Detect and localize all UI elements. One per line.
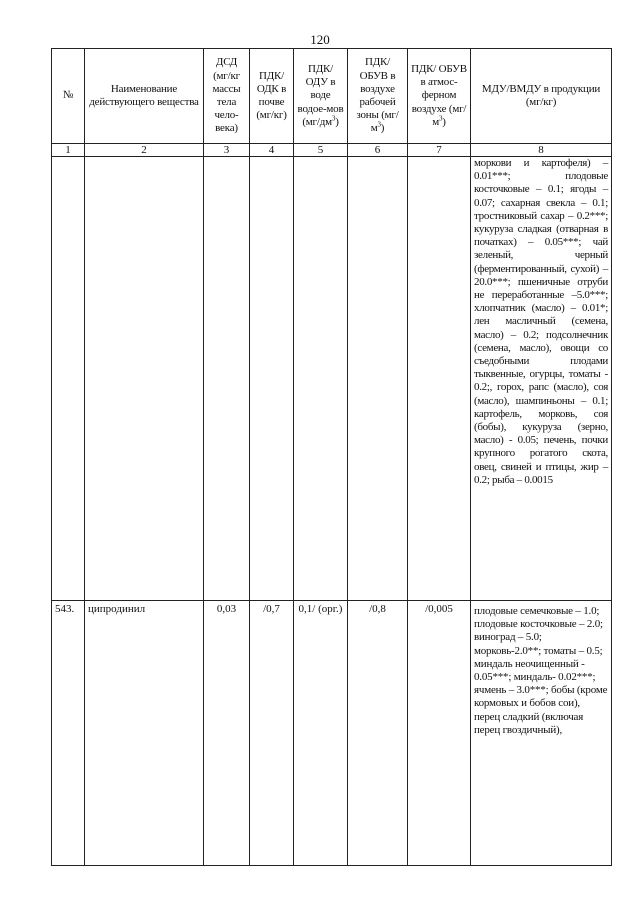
- mdu-value: плодовые семечковые – 1.0; плодовые косточковые – 2.0; виноград – 5.0; морковь-2.0**; томаты – 0.5; миндаль неочищенный - 0.05***; миндаль- 0.02***; ячмень – 3.0***; бобы (кроме кормовых и бобов сои), перец сладкий (включая перец гвоздичный),: [471, 601, 612, 866]
- header-mdu: МДУ/ВМДУ в продукции (мг/кг): [471, 49, 612, 144]
- header-row: [52, 49, 612, 144]
- column-number: 6: [348, 144, 408, 157]
- table-row: [52, 601, 612, 866]
- column-number: 4: [250, 144, 294, 157]
- column-number: 3: [204, 144, 250, 157]
- header-work-air: ПДК/ ОБУВ в воздухе рабочей зоны $(мг/м^3)$: [348, 49, 408, 144]
- header-soil: ПДК/ ОДК в почве (мг/кг): [250, 49, 294, 144]
- header-atmospheric-air: ПДК/ ОБУВ в атмос-ферном воздухе $(мг/м^3)$: [408, 49, 471, 144]
- continuation-row: [52, 157, 612, 601]
- column-number: 1: [52, 144, 85, 157]
- work-air-value: /0,8: [348, 601, 408, 866]
- soil-value: /0,7: [250, 601, 294, 866]
- substance-name: ципродинил: [85, 601, 204, 866]
- column-number: 7: [408, 144, 471, 157]
- column-number: 5: [294, 144, 348, 157]
- page-number: 120: [310, 32, 330, 47]
- mdu-continuation-text: моркови и картофеля) – 0.01***; плодовые косточковые – 0.1; ягоды – 0.07; сахарная свекла – 0.1; тростниковый сахар – 0.2***; кукуруза сладкая (отварная в початках) – 0.05***; чай зеленый, черный (ферментированный, сухой) – 20.0***; пшеничные отруби не переработанные –5.0***; хлопчатник (масло) – 0.01*; лен масличный (семена, масло) – 0.2; подсолнечник (семена, масло), овощи со съедобными плодами тыквенные, огурцы, томаты - 0.2;, горох, рапс (масло), соя (масло), шампиньоны – 0.1; картофель, морковь, соя (бобы), кукуруза (зерно, масло) - 0.05; печень, почки крупного рогатого скота, овец, свиней и птицы, жир – 0.2; рыба – 0.0015: [471, 157, 612, 601]
- water-value: 0,1/ (орг.): [294, 601, 348, 866]
- header-dsd: ДСД (мг/кг массы тела чело-века): [204, 49, 250, 144]
- atmospheric-air-value: /0,005: [408, 601, 471, 866]
- column-number: 8: [471, 144, 612, 157]
- row-number: 543.: [52, 601, 85, 866]
- header-substance-name: Наименование действующего вещества: [85, 49, 204, 144]
- dsd-value: 0,03: [204, 601, 250, 866]
- column-number-row: [52, 144, 612, 157]
- mrl-table: [51, 48, 612, 866]
- column-number: 2: [85, 144, 204, 157]
- header-water: ПДК/ ОДУ в воде водое-мов $(мг/дм^3)$: [294, 49, 348, 144]
- header-number: №: [52, 49, 85, 144]
